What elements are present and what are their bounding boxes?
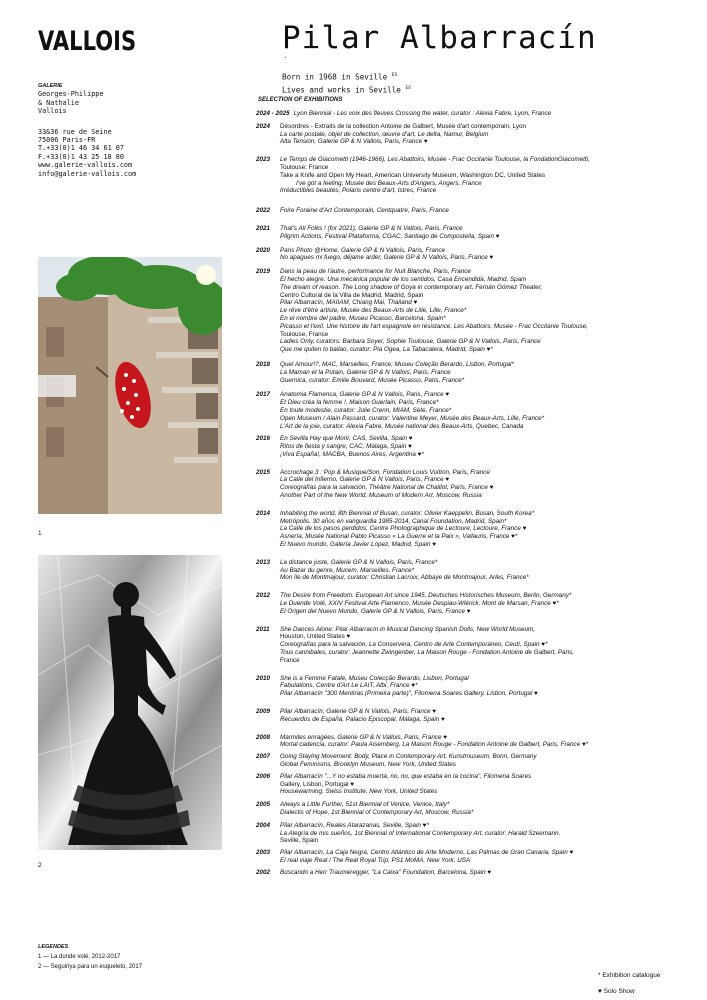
exhibition-entry: L'Art de la joie, curator: Alexia Fabre, Musée national des Beaux-Arts, Quebec, Canada xyxy=(280,422,524,430)
exhibition-entry: Take a Knife and Open My Heart, American University Museum, Washington DC, United States xyxy=(280,171,546,179)
exhibition-entry: Pilar Albarracín, La Caja Negra, Centro Atlántico de Arte Moderno, Las Palmas de Gran Canaria, Spain ♥ xyxy=(280,849,574,857)
exhibition-entry: Alta Tensión, Galerie GP & N Vallois, Paris, France ♥ xyxy=(280,138,428,146)
exhibition-entry: Dialectis of Hope, 1st Biennial of Contemporary Art, Moscow, Russia* xyxy=(280,808,474,816)
exhibition-entry: Toulouse, France xyxy=(280,330,329,338)
exhibition-entry: El Nuevo mundo, Galería Javier López, Madrid, Spain ♥ xyxy=(280,541,436,549)
exhibition-entry: ¡Viva España!, MACBA, Buenos Aires, Argentina ♥* xyxy=(280,450,424,458)
exhibition-entry: Quel Amour!?, MAC, Marseilles, France; Museu Coleção Berardo, Lisbon, Portugal* xyxy=(280,360,514,368)
legend xyxy=(38,942,142,972)
exhibition-year: 2008 xyxy=(256,733,271,741)
flamenco-figure-image xyxy=(38,555,222,850)
exhibition-year: 2014 xyxy=(256,509,271,517)
gallery-label: GALERIE xyxy=(38,83,63,89)
gallery-logo: VALLOIS xyxy=(38,26,137,57)
exhibition-year-block xyxy=(256,435,706,458)
exhibition-year-block xyxy=(256,753,706,769)
exhibition-year-block xyxy=(256,391,706,430)
exhibition-year: 2004 xyxy=(256,821,271,829)
exhibition-entry: Le rêve d'être artiste, Musée des Beaux-Arts de Lille, Lille, France* xyxy=(280,307,467,315)
exhibition-year-block xyxy=(256,268,706,354)
exhibition-entry: Recuerdos de España, Palacio Episcopal, Málaga, Spain ♥ xyxy=(280,715,445,723)
exhibition-year: 2007 xyxy=(256,753,271,761)
exhibition-entry: Marmites enragées, Galerie GP & N Vallois, Paris, France ♥ xyxy=(280,733,448,741)
exhibition-year: 2017 xyxy=(256,391,271,399)
exhibition-entry: She Dances Alone: Pilar Albarracín in Musical Dancing Spanish Dolls, New World Museum, xyxy=(280,625,536,633)
exhibition-entry: Au Bazar du genre, Mucem, Marseilles, France* xyxy=(280,566,415,574)
exhibition-year: 2009 xyxy=(256,708,271,716)
exhibition-year: 2011 xyxy=(256,625,270,633)
exhibition-list xyxy=(256,110,706,883)
exhibition-entry: Pilar Albarracín, MAIIAM, Chiang Mai, Thailand ♥ xyxy=(280,299,418,307)
exhibition-year: 2022 xyxy=(256,207,271,215)
catalogue-note: * Exhibition catalogue xyxy=(598,972,661,979)
exhibition-entry: The dream of reason. The Long shadow of Goya in contemporary art, Fernán Gómez Theater, xyxy=(280,283,543,291)
exhibition-year-block xyxy=(256,207,706,215)
exhibition-entry: El real viaje Real / The Real Royal Trip, PS1 MoMA, New York, USA xyxy=(280,856,471,864)
exhibition-year-block xyxy=(256,801,706,817)
exhibition-entry: Paris Photo @Home, Galerie GP & N Vallois, Paris, France xyxy=(280,246,446,254)
exhibition-entry: Fabulations, Centre d'Art Le LAIT, Albi, France ♥* xyxy=(280,682,418,690)
exhibition-entry: That's All Folks ! (for 2021), Galerie GP & N Vallois, Paris, France xyxy=(280,224,463,232)
exhibition-year-block xyxy=(256,734,706,750)
legend-item: 2 — Seguiriya para un esqueleto, 2017 xyxy=(38,964,143,970)
exhibition-entry: Mon île de Montmajour, curator: Christian Lacroix, Abbaye de Montmajour, Arles, France* xyxy=(280,574,529,582)
lives-line: Lives and works in Seville $^{ES}$ xyxy=(282,85,411,95)
country-code: ES xyxy=(405,85,411,91)
exhibition-entry: Mortal cadencia, curator: Paula Aisemberg, La Maison Rouge - Fondation Antoine de Galbert, Paris, France ♥* xyxy=(280,741,589,749)
exhibition-entry: France xyxy=(280,656,300,664)
exhibition-entry: El Origen del Nuevo Mundo, Galerie GP & N Vallois, Paris, France ♥ xyxy=(280,607,471,615)
exhibition-entry: La carte postale, objet de collection, œuvre d'art, Le delta, Namur, Belgium xyxy=(280,130,489,138)
artwork-photo-2 xyxy=(38,555,222,850)
exhibition-entry: Ladies Only, curators: Barbara Soyer, Sophie Toulouse, Galerie GP & N Vallois, Paris, France xyxy=(280,338,541,346)
exhibition-year: 2021 xyxy=(256,224,271,232)
exhibition-entry: En Sevilla Hay que Morir, CAS, Sevilla, Spain ♥ xyxy=(280,435,413,443)
artist-bio xyxy=(282,70,411,95)
address-line: 33&36 rue de Seine xyxy=(38,127,112,136)
tick-mark: ` xyxy=(284,56,287,65)
artwork-photo-1 xyxy=(38,257,222,514)
exhibition-entry: Centro Cultural de la Villa de Madrid, Madrid, Spain xyxy=(280,291,424,299)
exhibition-entry: Coreografías para la salvación, Théâtre National de Chaillot, Paris, France ♥ xyxy=(280,484,494,492)
phone-number: T.+33(0)1 46 34 61 07 xyxy=(38,144,124,153)
exhibition-entry: Gallery, Lisbon, Portugal ♥ xyxy=(280,780,354,788)
exhibition-year-block xyxy=(256,247,706,263)
exhibition-year: 2024 xyxy=(256,122,271,130)
exhibition-entry: The Desire from Freedom. European Art since 1945, Deutsches Historisches Museum, Berlin, Germany* xyxy=(280,592,572,600)
owner-line: Georges-Philippe xyxy=(38,90,104,99)
address-line: 75006 Paris-FR xyxy=(38,136,96,145)
exhibition-year: 2012 xyxy=(256,592,271,600)
exhibition-year-block xyxy=(256,849,706,865)
exhibition-year-block xyxy=(256,156,706,195)
photo-caption-2: 2 xyxy=(38,862,42,869)
email-link[interactable]: info@galerie-vallois.com xyxy=(38,169,137,178)
section-title: SELECTION OF EXHIBITIONS xyxy=(258,97,343,103)
exhibition-entry: Le Temps de Giacometti (1946-1966), Les Abattoirs, Musée - Frac Occitanie Toulouse, la FondationGiacometti, xyxy=(280,156,590,164)
exhibition-entry: Global Feminisms, Brooklyn Museum, New York, United States xyxy=(280,761,456,768)
exhibition-entry: La Alegría de mis sueños, 1st Biennial of International Contemporary Art, curator: Harald Szeemann, xyxy=(280,829,561,837)
exhibition-entry: I've got a feeling, Musée des Beaux-Arts d'Angers, Angers, France xyxy=(296,179,482,187)
exhibition-year: 2016 xyxy=(256,435,271,443)
exhibition-entry: Ritos de fiesta y sangre, CAC, Málaga, Spain ♥ xyxy=(280,443,412,451)
exhibition-entry: Buscando a Herr Traumeregger, "La Caixa" Foundation, Barcelona, Spain ♥ xyxy=(280,868,492,876)
exhibition-entry: Open Museum / Alain Passard, curator: Valentine Meyer, Musée des Beaux-Arts, Lille, France* xyxy=(280,414,545,422)
exhibition-year-block xyxy=(256,869,706,877)
exhibition-entry: Pilar Albarracín, Galerie GP & N Vallois, Paris, France ♥ xyxy=(280,708,436,716)
exhibition-entry: Housewarming, Swiss Institute, New York, United States xyxy=(280,788,438,796)
exhibition-year-block xyxy=(256,110,706,118)
exhibition-entry: Inhabiting the world, 8th Biennial of Busan, curator: Olivier Kaeppelin, Busan, South Korea* xyxy=(280,509,535,517)
exhibition-year: 2019 xyxy=(256,268,271,276)
exhibition-year-block xyxy=(256,592,706,615)
exhibition-entry: Pilar Albarracín "...Y no estaba muerta, no, no, que estaba en la cocina", Filomena Soares xyxy=(280,772,532,780)
exhibition-year: 2018 xyxy=(256,360,271,368)
exhibition-entry: Tous cannibales, curator: Jeannette Zwingenber, La Maison Rouge - Fondation Antoine de Galbert, Paris, xyxy=(280,649,574,657)
exhibition-year: 2006 xyxy=(256,772,271,780)
website-link[interactable]: www.galerie-vallois.com xyxy=(38,161,133,170)
exhibition-entry: Metrópolis. 30 años en vanguardia 1985-2014, Canal Foundation, Madrid, Spain* xyxy=(280,517,507,525)
solo-show-note: ♥ Solo Show xyxy=(598,988,635,995)
exhibition-year: 2023 xyxy=(256,156,271,164)
exhibition-entry: Désordres - Extraits de la collection Antoine de Galbert, Musée d'art contemporain, Lyon xyxy=(280,122,526,130)
exhibition-year-block xyxy=(256,225,706,241)
exhibition-year-block xyxy=(256,361,706,384)
exhibition-entry: Seville, Spain xyxy=(280,837,319,845)
owner-line: Vallois xyxy=(38,107,67,116)
exhibition-entry: Dans la peau de l'autre, performance for Nuit Blanche, Paris, France xyxy=(280,268,471,276)
born-line: Born in 1968 in Seville $^{ES}$ xyxy=(282,72,398,82)
exhibition-entry: Picasso et l'exil. Une histoire de l'art espagnole en résistance, Les Abattoirs, Musée - Frac Occitanie Toulouse, xyxy=(280,322,588,330)
notes xyxy=(598,968,661,1000)
exhibition-entry: Pilar Albarracín, Reales Atarazanas, Seville, Spain ♥* xyxy=(280,821,429,829)
exhibition-entry: Irréductibles beautés, Polaris centre d'art, Istres, France xyxy=(280,187,437,195)
exhibition-entry: She is a Femme Fatale, Museu Colecção Berardo, Lisbon, Portugal xyxy=(280,674,469,682)
fax-number: F.+33(0)1 43 25 18 80 xyxy=(38,152,124,161)
exhibition-entry: Foire Foraine d'Art Contemporain, Centquatre, Paris, France xyxy=(280,207,449,215)
exhibition-entry: Que me quiten lo bailao, curator: Pia Ogea, La Tabacalera, Madrid, Spain ♥* xyxy=(280,346,493,354)
exhibition-entry: Lyon Biennial - Les voix des fleuves Crossing the water, curator : Alexia Fabre, Lyon, France xyxy=(293,110,552,117)
exhibition-entry: La Maman et la Putain, Galerie GP & N Vallois, Paris, France xyxy=(280,368,451,376)
country-code: ES xyxy=(391,73,398,78)
exhibition-year: 2015 xyxy=(256,468,271,476)
exhibition-entry: Coreografías para la salvación, La Conservera, Centro de Arte Contemporáneo, Ceutí, Spain ♥* xyxy=(280,641,548,649)
exhibition-year-block xyxy=(256,773,706,796)
exhibition-year: 2003 xyxy=(256,849,271,857)
artist-name: Pilar Albarracín xyxy=(282,20,597,56)
exhibition-entry: No apagues mi fuego, déjame arder, Galerie GP & N Vallois, Paris, France ♥ xyxy=(280,254,494,262)
exhibition-entry: La distance juste, Galerie GP & N Vallois, Paris, France* xyxy=(280,558,438,566)
exhibition-entry: La Calle del Infierno, Galerie GP & N Vallois, Paris, France ♥ xyxy=(280,476,450,484)
exhibition-entry: En toute modestie, curator: Julie Crenn, MIAM, Sète, France* xyxy=(280,406,452,414)
exhibition-entry: Pilar Albarracín "300 Mentiras (Primeira parte)", Filomena Soares Gallery, Lisbon, Portugal ♥ xyxy=(280,690,538,698)
exhibition-year: 2024 - 2025 xyxy=(256,110,290,117)
exhibition-entry: Always a Little Further, 51st Biennial of Venice, Venice, Italy* xyxy=(280,801,450,809)
exhibition-entry: Another Part of the New World, Museum of Modern Art, Moscow, Russia xyxy=(280,492,482,500)
exhibition-entry: Et Dieu créa la femme !, Maison Guerlain, Paris, France* xyxy=(280,399,439,407)
exhibition-year-block xyxy=(256,675,706,698)
exhibition-entry: Le Duende Volé, XXIV Festival Arte Flamenco, Musée Despiau-Wlérick, Mont de Marsan, France ♥* xyxy=(280,600,559,608)
exhibition-year-block xyxy=(256,469,706,500)
building-facade-image xyxy=(38,257,222,514)
owner-line: & Nathalie xyxy=(38,98,79,107)
exhibition-entry: Anatomia Flamenca, Galerie GP & N Vallois, Paris, France ♥ xyxy=(280,391,450,399)
exhibition-entry: Asnería, Musée National Pablo Picasso « La Guerre et la Paix », Vallauris, France ♥* xyxy=(280,533,518,541)
exhibition-year: 2005 xyxy=(256,801,271,809)
exhibition-entry: En el nombre del padre, Museu Picasso, Barcelona, Spain* xyxy=(280,314,446,322)
exhibition-year: 2010 xyxy=(256,674,271,682)
exhibition-year-block xyxy=(256,123,706,146)
exhibition-entry: Accrochage 3 : Pop & Musique/Son, Fondation Louis Vuitton, Paris, France xyxy=(280,468,490,476)
exhibition-year-block xyxy=(256,626,706,665)
exhibition-year-block xyxy=(256,510,706,549)
photo-caption-1: 1 xyxy=(38,530,42,537)
exhibition-entry: Going Staying Movement: Body, Place in Contemporary Art, Kunstmuseum, Bonn, Germany xyxy=(280,753,537,761)
exhibition-entry: Toulouse, France xyxy=(280,163,329,171)
exhibition-year-block xyxy=(256,708,706,724)
exhibition-entry: Pilgrim Actions, Festival Plataforma, CGAC, Santiago de Compostella, Spain ♥ xyxy=(280,232,500,240)
exhibition-entry: El hecho alegre. Una mecánica popular de los sentidos, Casa Encendida, Madrid, Spain xyxy=(280,275,527,283)
exhibition-entry: Guernica, curator: Emilie Bouvard, Musée Picasso, Paris, France* xyxy=(280,376,465,384)
exhibition-entry: La Calle de los pasos perdidos, Centre Photographique de Lectoure, Lectoure, France ♥ xyxy=(280,525,527,533)
exhibition-year: 2020 xyxy=(256,246,271,254)
exhibition-year-block xyxy=(256,822,706,845)
legend-item: 1 — La dunde volé, 2012-2017 xyxy=(38,954,121,960)
legend-title: LEGENDES xyxy=(38,944,69,950)
gallery-info xyxy=(38,82,238,178)
exhibition-year: 2002 xyxy=(256,868,271,876)
exhibition-year: 2013 xyxy=(256,558,271,566)
exhibition-year-block xyxy=(256,559,706,582)
exhibition-entry: Houston, United States ♥ xyxy=(280,633,351,641)
gallery-contact xyxy=(38,128,238,178)
